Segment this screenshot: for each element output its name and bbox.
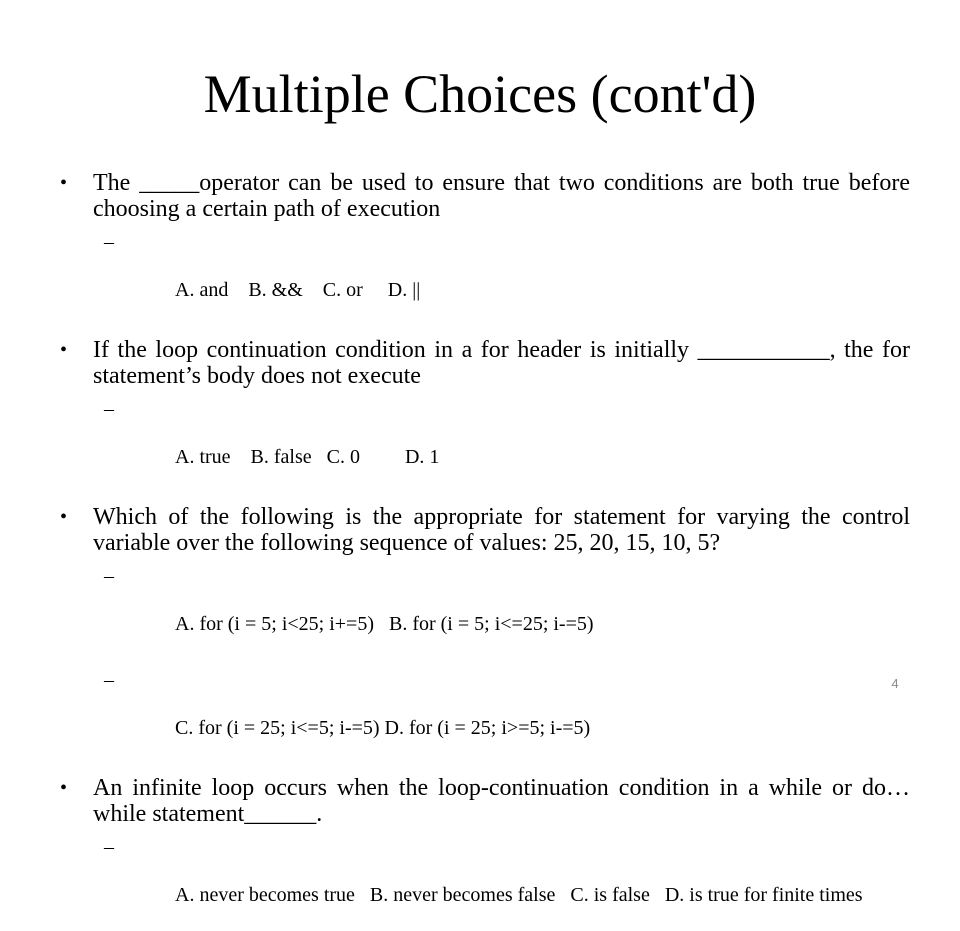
question-text: The _____operator can be used to ensure that two conditions are both true before choosing a certain path of execution — [93, 170, 910, 222]
answer-options: A. and B. && C. or D. || — [175, 279, 421, 301]
answer-options-row — [60, 564, 910, 660]
bullet-icon: • — [60, 339, 68, 361]
bullet-icon: • — [60, 777, 68, 799]
dash-icon: – — [104, 565, 114, 587]
bullet-icon: • — [60, 172, 68, 194]
question-item — [60, 775, 910, 931]
question-item — [60, 504, 910, 764]
question-text-row — [60, 504, 910, 556]
question-item — [60, 170, 910, 326]
answer-options-row — [60, 230, 910, 326]
bullet-icon: • — [60, 506, 68, 528]
dash-icon: – — [104, 398, 114, 420]
question-text-row — [60, 775, 910, 827]
answer-options: A. for (i = 5; i<25; i+=5) B. for (i = 5; i<=25; i-=5) — [175, 613, 594, 635]
dash-icon: – — [104, 669, 114, 691]
page-number: 4 — [891, 676, 899, 691]
question-list — [60, 170, 910, 931]
answer-options-row — [60, 835, 910, 931]
answer-options: A. true B. false C. 0 D. 1 — [175, 446, 440, 468]
answer-options-row — [60, 397, 910, 493]
question-text: Which of the following is the appropriate for statement for varying the control variable over the following sequence of values: 25, 20, 15, 10, 5? — [93, 504, 910, 556]
question-text-row — [60, 170, 910, 222]
answer-options: C. for (i = 25; i<=5; i-=5) D. for (i = 25; i>=5; i-=5) — [175, 717, 591, 739]
answer-options-row — [60, 668, 910, 764]
dash-icon: – — [104, 231, 114, 253]
question-item — [60, 337, 910, 493]
slide-title: Multiple Choices (cont'd) — [203, 64, 757, 124]
question-text-row — [60, 337, 910, 389]
dash-icon: – — [104, 836, 114, 858]
question-text: An infinite loop occurs when the loop-continuation condition in a while or do…while statement______. — [93, 775, 910, 827]
answer-options: A. never becomes true B. never becomes false C. is false D. is true for finite times — [175, 884, 863, 906]
question-text: If the loop continuation condition in a for header is initially ___________, the for statement’s body does not execute — [93, 337, 910, 389]
